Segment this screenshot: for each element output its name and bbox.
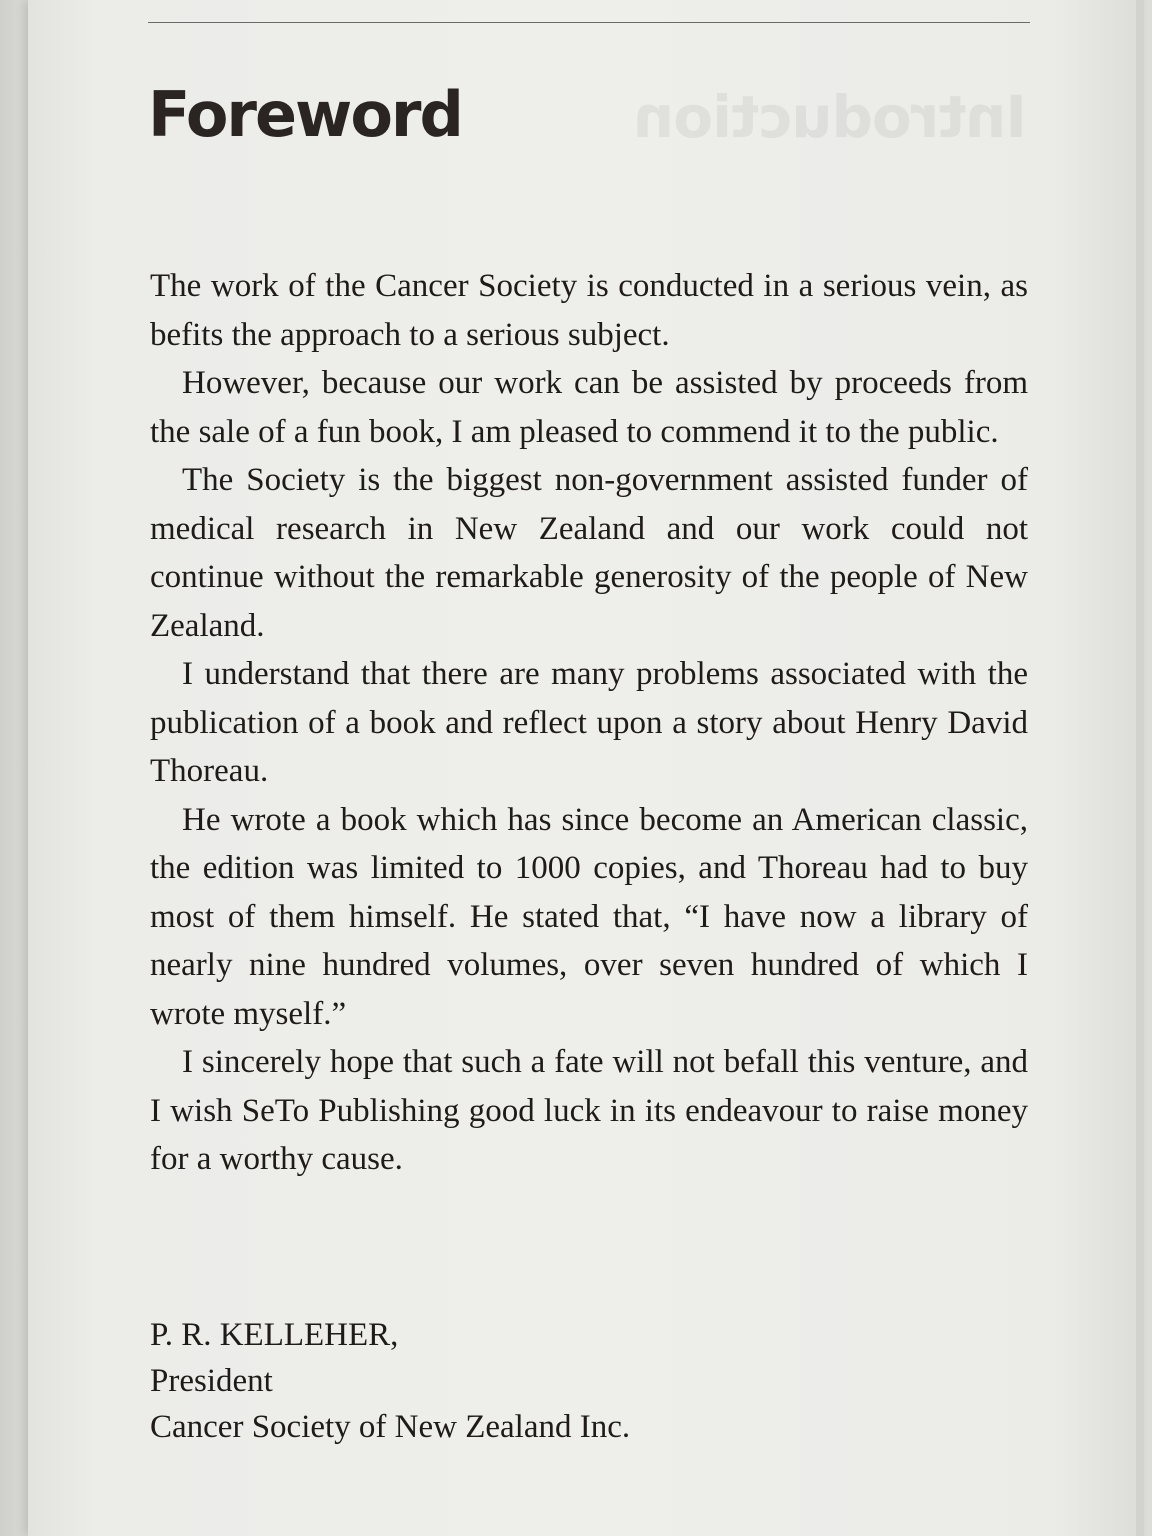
- signatory-role: President: [150, 1363, 273, 1399]
- paragraph: The work of the Cancer Society is conducted in a serious vein, as befits the approach to a serious subject.: [150, 268, 1028, 353]
- show-through-text: Introduction: [634, 83, 1027, 151]
- paragraph: He wrote a book which has since become an American classic, the edition was limited to 1000 copies, and Thoreau had to buy most of them himself. He stated that, “I have now a library of nearly nine hundred volumes, over seven hundred of which I wrote myself.”: [150, 801, 1028, 1032]
- paragraph: However, because our work can be assisted by proceeds from the sale of a fun book, I am pleased to commend it to the public.: [150, 365, 1028, 450]
- paragraph: I understand that there are many problems associated with the publication of a book and reflect upon a story about Henry David Thoreau.: [150, 656, 1028, 789]
- signatory-name: P. R. KELLEHER,: [150, 1317, 399, 1353]
- signatory-organization: Cancer Society of New Zealand Inc.: [150, 1409, 631, 1445]
- foreword-body: [150, 262, 1028, 1184]
- paragraph: I sincerely hope that such a fate will not befall this venture, and I wish SeTo Publishing good luck in its endeavour to raise money for a worthy cause.: [150, 1044, 1028, 1177]
- page-title: Foreword: [148, 78, 462, 151]
- book-gutter: [0, 0, 28, 1536]
- page-edge: [1136, 0, 1144, 1536]
- paragraph: The Society is the biggest non-government assisted funder of medical research in New Zealand and our work could not continue without the remarkable generosity of the people of New Zealand.: [150, 462, 1028, 644]
- header-rule: [148, 22, 1030, 23]
- signature-block: [150, 1312, 630, 1450]
